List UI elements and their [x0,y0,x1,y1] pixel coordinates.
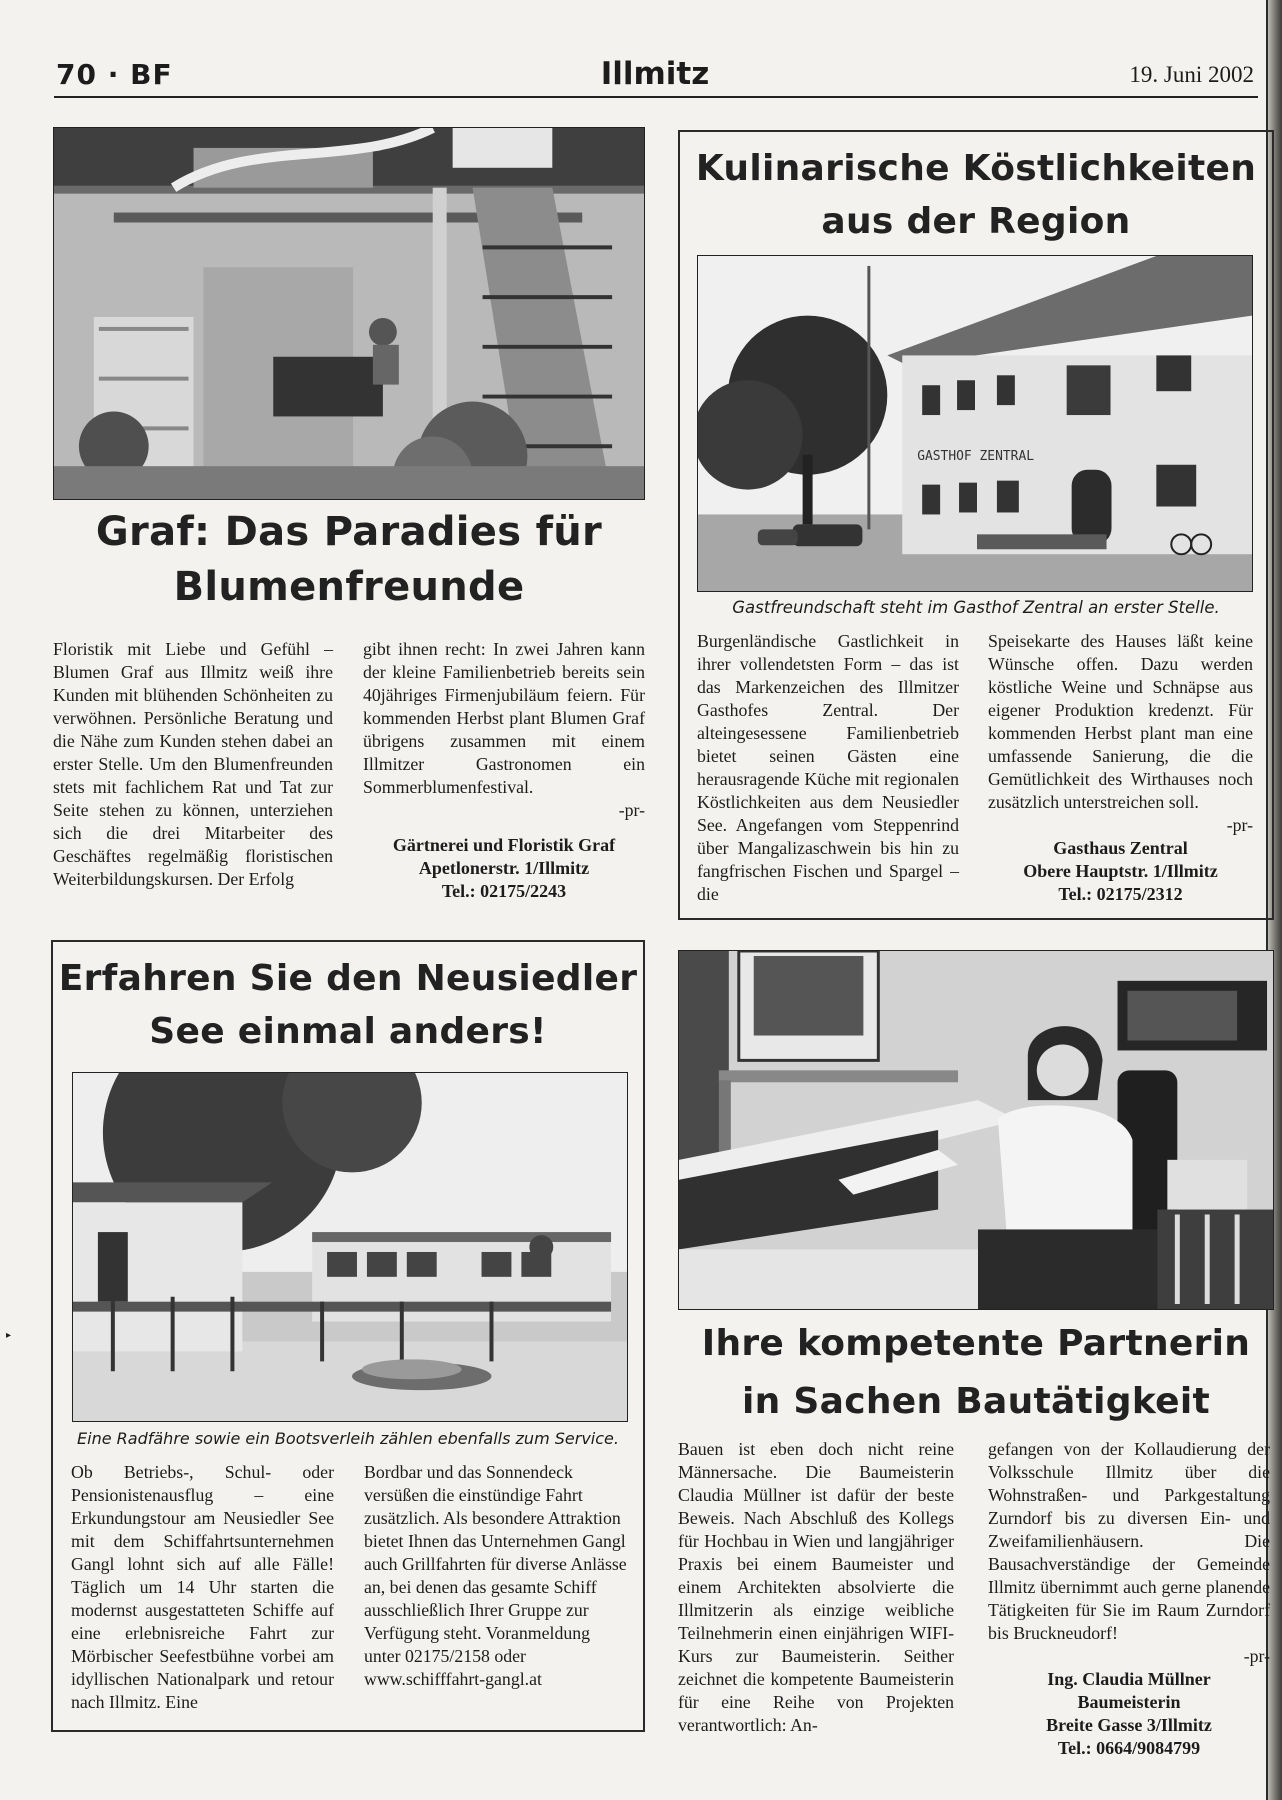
graf-signature: -pr- [618,800,645,820]
graf-contact-block: Gärtnerei und Floristik Graf Apetlonerstr. 1/Illmitz Tel.: 02175/2243 [392,835,616,901]
muellner-column-2: gefangen von der Kollaudierung der Volksschule Illmitz über die Wohnstraßen- und Parkgestaltung Zurndorf bis zu diversen Ein- und Zweifamilienhäusern. Die Bausachverständige der Gemeinde Illmitz übernimmt auch gerne planende Tätigkeiten für Sie im Raum Zurndorf bis Bruckneudorf! -pr- Ing. Claudia Müllner Baumeisterin Breite Gasse 3/Illmitz Tel.: 0664/9084799 [988,1439,1270,1758]
muellner-headline: Ihre kompetente Partnerin in Sachen Bautätigkeit [701,1323,1251,1422]
muellner-contact-block: Ing. Claudia Müllner Baumeisterin Breite Gasse 3/Illmitz Tel.: 0664/9084799 [1046,1669,1212,1758]
running-head [56,54,1254,94]
gangl-headline: Erfahren Sie den Neusiedler See einmal anders! [58,958,638,1052]
muellner-column-1: Bauen ist eben doch nicht reine Männersache. Die Baumeisterin Claudia Müllner ist dafür der beste Beweis. Nach Abschluß des Kollegs für Hochbau in Wien und langjähriger Praxis bei einem Baumeister und einem Architekten absolvierte die Illmitzerin als einzige weibliche Teilnehmerin einen einjährigen WIFI-Kurs zur Baumeisterin. Seither zeichnet die kompetente Baumeisterin für eine Reihe von Projekten verantwortlich: An- [678,1439,954,1735]
graf-headline: Graf: Das Paradies für Blumenfreunde [95,509,603,610]
gangl-column-2: Bordbar und das Sonnendeck versüßen die einstündige Fahrt zusätzlich. Als besondere Attraktion bietet Ihnen das Unternehmen Gangl auch Grillfahrten für diverse Anlässe an, bei denen das gesamte Schiff ausschließlich Ihrer Gruppe zur Verfügung steht. Voranmeldung unter 02175/2158 oder www.schifffahrt-gangl.at [364,1462,627,1689]
zentral-contact-block: Gasthaus Zentral Obere Hauptstr. 1/Illmitz Tel.: 02175/2312 [1023,838,1218,904]
graf-column-1: Floristik mit Liebe und Gefühl – Blumen Graf aus Illmitz weiß ihre Kunden mit blühenden Schönheiten zu verwöhnen. Persönliche Beratung und die Nähe zum Kunden stehen dabei an erster Stelle. Um den Blumenfreunden stets mit fachlichem Rat und Tat zur Seite stehen zu können, unterziehen sich die drei Mitarbeiter des Geschäftes regelmäßig floristischen Weiterbildungskursen. Der Erfolg [53,639,333,889]
gangl-column-1: Ob Betriebs-, Schul- oder Pensionistenausflug – eine Erkundungstour am Neusiedler See mit dem Schiffahrtsunternehmen Gangl lohnt sich auf alle Fälle! Täglich um 14 Uhr starten die modernst ausgestatteten Schiffe auf eine erlebnisreiche Fahrt zur Mörbischer Seefestbühne vorbei am idyllischen Nationalpark und retour nach Illmitz. Eine [71,1462,334,1712]
zentral-photo-caption: Gastfreundschaft steht im Gasthof Zentral an erster Stelle. [732,598,1220,617]
header-rule [54,96,1258,98]
zentral-column-1: Burgenländische Gastlichkeit in ihrer vollendetsten Form – das ist das Markenzeichen des Illmitzer Gasthofes Zentral. Der alteingesessene Familienbetrieb bietet seinen Gästen eine herausragende Küche mit regionalen Köstlichkeiten aus dem Neusiedler See. Angefangen vom Steppenrind über Mangalizaschwein bis hin zu fangfrischen Fischen und Spargel – die [697,631,959,904]
architect-office-photo [678,950,1274,1310]
issue-date: 19. Juni 2002 [1129,62,1254,87]
zentral-column-2: Speisekarte des Hauses läßt keine Wünsche offen. Dazu werden köstliche Weine und Schnäpse aus eigener Produktion kredenzt. Für kommenden Herbst plant man eine umfassende Sanierung, die die Gemütlichkeit des Wirthauses noch zusätzlich unterstreichen soll. -pr- Gasthaus Zentral Obere Hauptstr. 1/Illmitz Tel.: 02175/2312 [988,631,1253,904]
flower-shop-photo [53,127,645,500]
graf-column-2: gibt ihnen recht: In zwei Jahren kann der kleine Familienbetrieb bereits sein 40jähriges Firmenjubiläum feiern. Für kommenden Herbst plant Blumen Graf übrigens zusammen mit einem Illmitzer Gastronomen ein Sommerblumenfestival. -pr- Gärtnerei und Floristik Graf Apetlonerstr. 1/Illmitz Tel.: 02175/2243 [363,639,645,901]
page-folio: 70 · BF [56,58,173,91]
gangl-photo-caption: Eine Radfähre sowie ein Bootsverleih zählen ebenfalls zum Service. [77,1429,619,1448]
section-title: Illmitz [600,56,710,92]
gasthof-sign: GASTHOF ZENTRAL [917,448,1035,464]
gasthof-zentral-photo [697,255,1253,592]
ferry-boat-photo [72,1072,628,1422]
muellner-signature: -pr- [1243,1646,1270,1666]
zentral-headline: Kulinarische Köstlichkeiten aus der Region [695,148,1257,242]
margin-marker: ▸ [6,1330,12,1341]
zentral-signature: -pr- [1226,815,1253,835]
